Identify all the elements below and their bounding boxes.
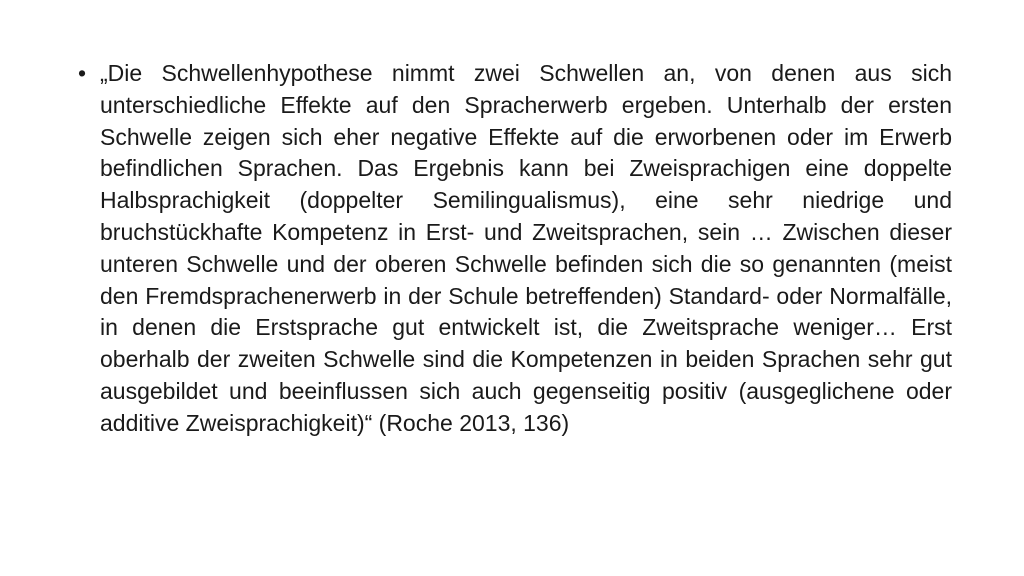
bullet-item-quote [72, 58, 952, 440]
bullet-list [72, 58, 952, 440]
bullet-marker: • [78, 60, 87, 86]
quote-text: „Die Schwellenhypothese nimmt zwei Schwellen an, von denen aus sich unterschiedliche Effekte auf den Spracherwerb ergeben. Unterhalb der ersten Schwelle zeigen sich eher negative Effekte auf die erworbenen oder im Erwerb befindlichen Sprachen. Das Ergebnis kann bei Zweisprachigen eine doppelte Halbsprachigkeit (doppelter Semilingualismus), eine sehr niedrige und bruchstückhafte Kompetenz in Erst- und Zweitsprachen, sein … Zwischen dieser unteren Schwelle und der oberen Schwelle befinden sich die so genannten (meist den Fremdsprachenerwerb in der Schule betreffenden) Standard- oder Normalfälle, in denen die Erstsprache gut entwickelt ist, die Zweitsprache weniger… Erst oberhalb der zweiten Schwelle sind die Kompetenzen in beiden Sprachen sehr gut ausgebildet und beeinflussen sich auch gegenseitig positiv (ausgeglichene oder additive Zweisprachigkeit)“ (Roche 2013, 136) [100, 60, 952, 436]
